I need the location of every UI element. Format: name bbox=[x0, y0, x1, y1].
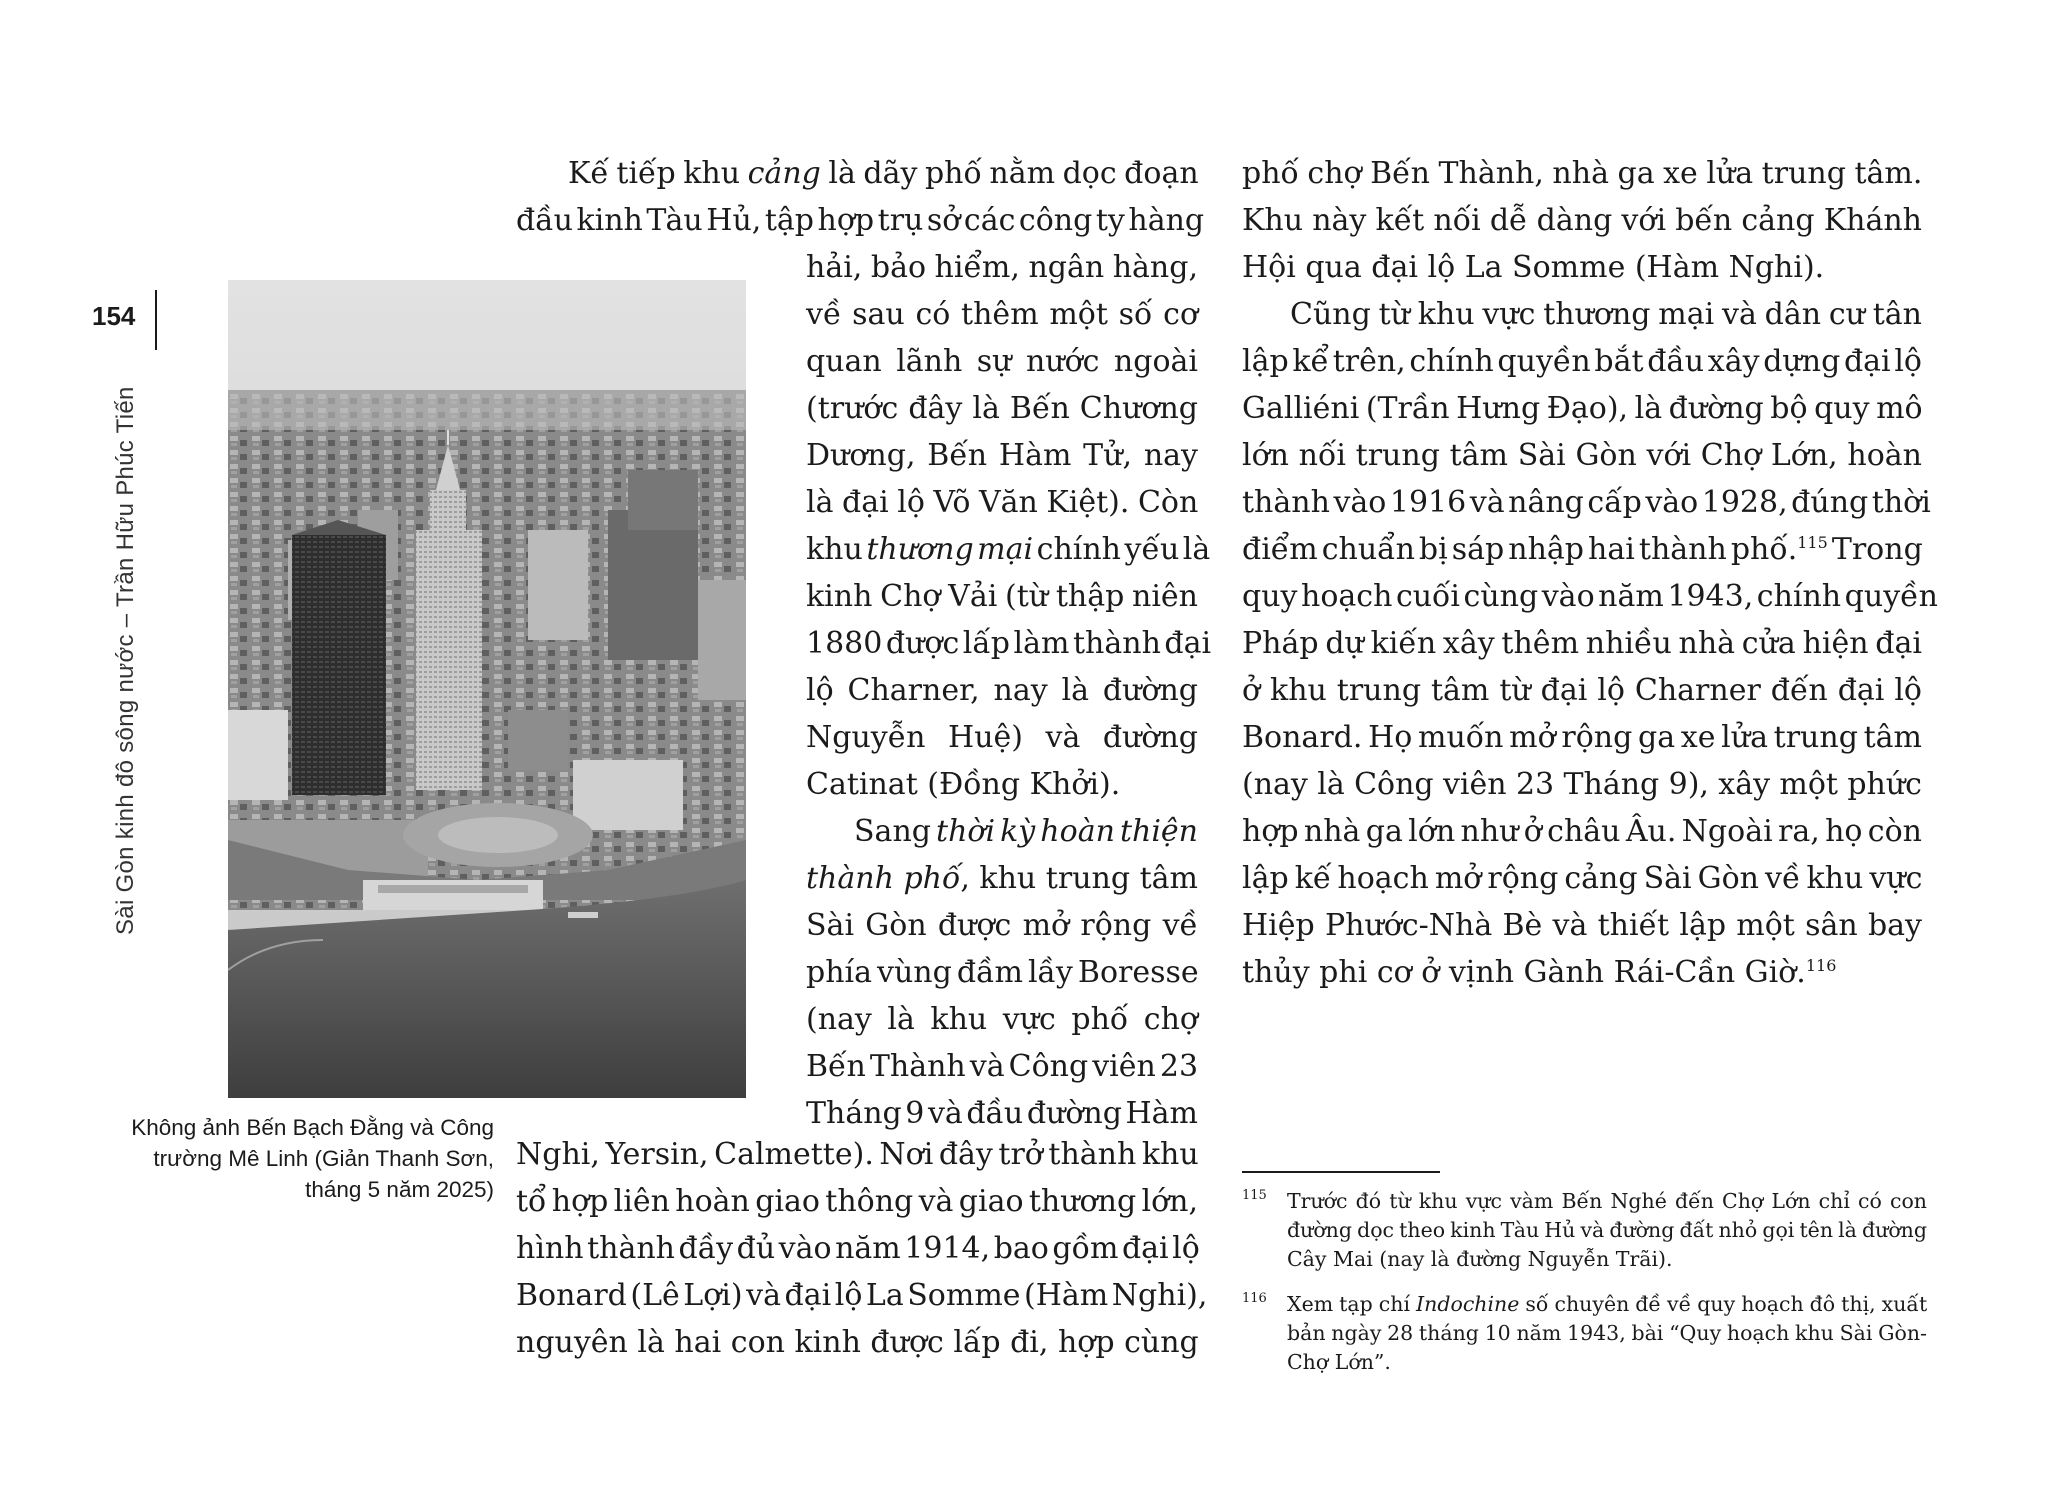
paragraph-line: Catinat (Đồng Khởi). bbox=[806, 767, 1121, 802]
paragraph-line: quy hoạch cuối cùng vào năm 1943, chính quyền bbox=[1242, 579, 1938, 614]
paragraph-line: thành phố, khu trung tâm bbox=[806, 861, 1198, 896]
paragraph-line: là đại lộ Võ Văn Kiệt). Còn bbox=[806, 485, 1199, 520]
footnote-divider bbox=[1242, 1171, 1440, 1173]
paragraph-line: (nay là khu vực phố chợ bbox=[806, 1002, 1198, 1037]
paragraph-line: Tháng 9 và đầu đường Hàm bbox=[806, 1096, 1198, 1131]
paragraph-line: Khu này kết nối dễ dàng với bến cảng Khánh bbox=[1242, 203, 1922, 238]
paragraph-line: kinh Chợ Vải (từ thập niên bbox=[806, 579, 1198, 614]
footnote-line: Chợ Lớn”. bbox=[1287, 1350, 1391, 1374]
footnote-116 bbox=[1242, 1290, 1927, 1377]
running-head: Sài Gòn kinh đô sông nước – Trần Hữu Phúc Tiến bbox=[112, 386, 139, 935]
paragraph-line: Dương, Bến Hàm Tử, nay bbox=[806, 438, 1198, 473]
paragraph-line: 1880 được lấp làm thành đại bbox=[806, 626, 1212, 661]
paragraph-line: Nguyễn Huệ) và đường bbox=[806, 720, 1198, 755]
footnote-line: Trước đó từ khu vực vàm Bến Nghé đến Chợ Lớn chỉ có con bbox=[1287, 1189, 1927, 1213]
paragraph-line: khu thương mại chính yếu là bbox=[806, 532, 1211, 567]
paragraph-line: Kế tiếp khu cảng là dãy phố nằm dọc đoạn bbox=[568, 156, 1199, 191]
column1-bottom bbox=[516, 1131, 1208, 1366]
caption-line: tháng 5 năm 2025) bbox=[305, 1177, 494, 1202]
paragraph-line: Hiệp Phước-Nhà Bè và thiết lập một sân bay bbox=[1242, 908, 1922, 943]
paragraph-line: quan lãnh sự nước ngoài bbox=[806, 344, 1198, 379]
aerial-photo bbox=[228, 280, 746, 1098]
paragraph-line: hình thành đầy đủ vào năm 1914, bao gồm đại lộ bbox=[516, 1231, 1200, 1266]
paragraph-line: Pháp dự kiến xây thêm nhiều nhà cửa hiện đại bbox=[1242, 626, 1922, 661]
paragraph-line: Bonard. Họ muốn mở rộng ga xe lửa trung tâm bbox=[1242, 720, 1922, 755]
paragraph-line: (trước đây là Bến Chương bbox=[806, 391, 1198, 426]
paragraph-line: hợp nhà ga lớn như ở châu Âu. Ngoài ra, họ còn bbox=[1242, 814, 1922, 849]
paragraph-line: Sài Gòn được mở rộng về bbox=[806, 908, 1198, 943]
paragraph-line: Galliéni (Trần Hưng Đạo), là đường bộ quy mô bbox=[1242, 391, 1923, 426]
paragraph-line: Cũng từ khu vực thương mại và dân cư tân bbox=[1290, 297, 1922, 332]
footnote-text bbox=[1287, 1290, 1927, 1377]
paragraph-line: phía vùng đầm lầy Boresse bbox=[806, 955, 1199, 990]
paragraph-line: lộ Charner, nay là đường bbox=[806, 673, 1198, 708]
column1-top bbox=[516, 150, 1205, 244]
page-number: 154 bbox=[92, 301, 136, 331]
footnote-ref-115[interactable]: 115 bbox=[1797, 533, 1828, 552]
paragraph-line: đầu kinh Tàu Hủ, tập hợp trụ sở các công ty hàng bbox=[516, 203, 1205, 238]
paragraph-line: tổ hợp liên hoàn giao thông và giao thương lớn, bbox=[516, 1184, 1198, 1219]
footnote-line: Cây Mai (nay là đường Nguyễn Trãi). bbox=[1287, 1247, 1673, 1271]
paragraph-line: thủy phi cơ ở vịnh Gành Rái-Cần Giờ.$^{116}$ bbox=[1242, 955, 1837, 990]
footnote-text bbox=[1287, 1187, 1927, 1274]
paragraph-line: về sau có thêm một số cơ bbox=[806, 297, 1198, 332]
column2 bbox=[1242, 150, 1938, 996]
paragraph-line: hải, bảo hiểm, ngân hàng, bbox=[806, 250, 1198, 285]
paragraph-line: (nay là Công viên 23 Tháng 9), xây một phức bbox=[1242, 767, 1922, 802]
caption-line: Không ảnh Bến Bạch Đằng và Công bbox=[131, 1115, 494, 1140]
page-number-divider bbox=[155, 290, 157, 350]
footnote-ref-116[interactable]: 116 bbox=[1805, 956, 1837, 975]
paragraph-line: lớn nối trung tâm Sài Gòn với Chợ Lớn, hoàn bbox=[1242, 438, 1922, 473]
paragraph-line: lập kể trên, chính quyền bắt đầu xây dựng đại lộ bbox=[1242, 344, 1922, 379]
paragraph-line: lập kế hoạch mở rộng cảng Sài Gòn về khu vực bbox=[1242, 861, 1923, 896]
footnote-line: đường dọc theo kinh Tàu Hủ và đường đất nhỏ gọi tên là đường bbox=[1287, 1218, 1927, 1242]
photo-caption bbox=[100, 1112, 494, 1205]
paragraph-line: phố chợ Bến Thành, nhà ga xe lửa trung tâm. bbox=[1242, 156, 1923, 191]
footnote-number: 115 bbox=[1242, 1188, 1267, 1203]
paragraph-line: Nghi, Yersin, Calmette). Nơi đây trở thành khu bbox=[516, 1137, 1199, 1172]
paragraph-line: Sang thời kỳ hoàn thiện bbox=[854, 814, 1199, 849]
paragraph-line: ở khu trung tâm từ đại lộ Charner đến đại lộ bbox=[1242, 673, 1922, 708]
footnote-115 bbox=[1242, 1187, 1927, 1274]
paragraph-line: điểm chuẩn bị sáp nhập hai thành phố.$^{115}$ Trong bbox=[1242, 532, 1923, 567]
paragraph-line: Bonard (Lê Lợi) và đại lộ La Somme (Hàm Nghi), bbox=[516, 1278, 1208, 1313]
paragraph-line: nguyên là hai con kinh được lấp đi, hợp cùng bbox=[516, 1325, 1199, 1360]
footnote-line: Xem tạp chí Indochine số chuyên đề về quy hoạch đô thị, xuất bbox=[1287, 1292, 1928, 1316]
paragraph-line: Hội qua đại lộ La Somme (Hàm Nghi). bbox=[1242, 250, 1825, 285]
caption-line: trường Mê Linh (Giản Thanh Sơn, bbox=[153, 1146, 494, 1171]
footnote-line: bản ngày 28 tháng 10 năm 1943, bài “Quy hoạch khu Sài Gòn- bbox=[1287, 1321, 1927, 1345]
paragraph-line: thành vào 1916 và nâng cấp vào 1928, đúng thời bbox=[1242, 485, 1931, 520]
footnote-number: 116 bbox=[1242, 1291, 1267, 1306]
column1-wrapped bbox=[806, 244, 1212, 1137]
paragraph-line: Bến Thành và Công viên 23 bbox=[806, 1049, 1199, 1084]
